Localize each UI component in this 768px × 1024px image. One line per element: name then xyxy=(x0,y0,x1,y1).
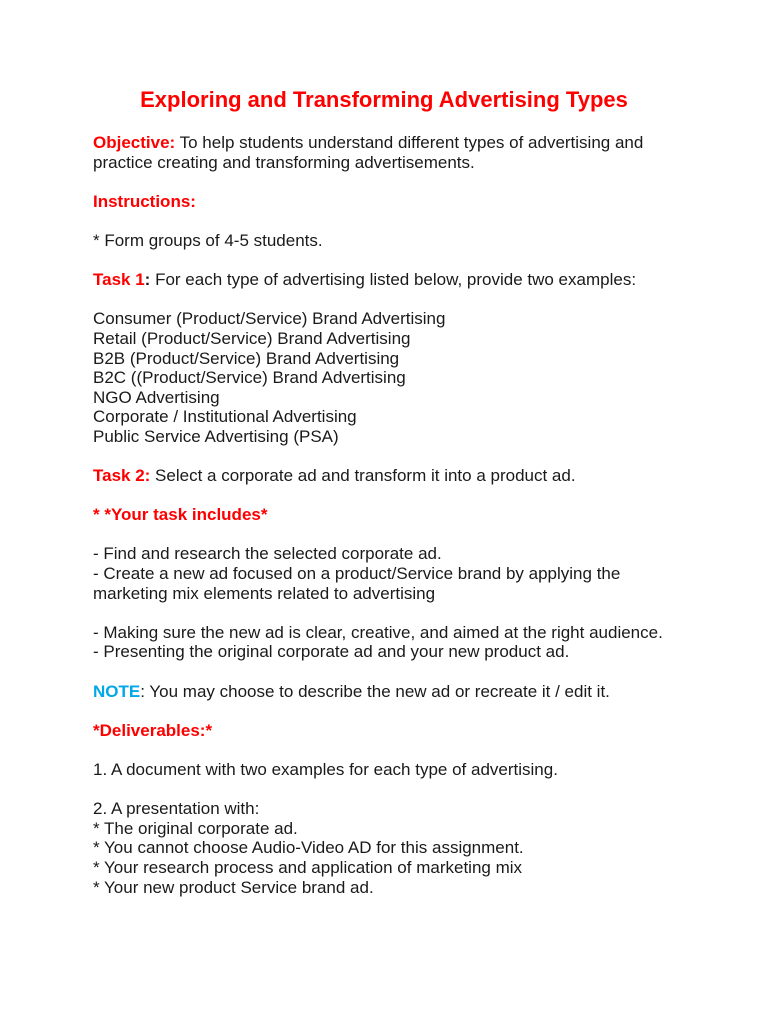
task2-paragraph xyxy=(93,466,693,486)
task-includes-item: - Find and research the selected corporate ad. xyxy=(93,544,442,564)
task-includes-item: - Presenting the original corporate ad and your new product ad. xyxy=(93,642,570,662)
document-title: Exploring and Transforming Advertising Types xyxy=(140,87,628,112)
task-includes-label: * *Your task includes* xyxy=(93,505,268,525)
objective-text: To help students understand different types of advertising and practice creating and transforming advertisements. xyxy=(93,133,644,172)
instructions-label: Instructions: xyxy=(93,191,196,211)
deliverables-item-2 xyxy=(93,799,693,897)
task1-paragraph xyxy=(93,270,693,290)
instructions-heading xyxy=(93,192,693,212)
advertising-type-item: Corporate / Institutional Advertising xyxy=(93,407,357,427)
instructions-item: * Form groups of 4-5 students. xyxy=(93,230,323,250)
deliverables-line: * Your research process and application of marketing mix xyxy=(93,857,523,877)
task1-text: For each type of advertising listed below, provide two examples: xyxy=(150,270,637,290)
advertising-type-item: B2B (Product/Service) Brand Advertising xyxy=(93,348,400,368)
deliverables-line: * Your new product Service brand ad. xyxy=(93,877,374,897)
deliverables-line: * The original corporate ad. xyxy=(93,818,298,838)
task2-label: Task 2: xyxy=(93,466,151,486)
advertising-type-item: Retail (Product/Service) Brand Advertising xyxy=(93,328,411,348)
advertising-type-item: B2C ((Product/Service) Brand Advertising xyxy=(93,368,406,388)
deliverables-line: 2. A presentation with: xyxy=(93,799,260,819)
task-includes-list-a xyxy=(93,544,693,603)
deliverables-label: *Deliverables:* xyxy=(93,720,213,740)
document-page xyxy=(93,86,693,917)
objective-label: Objective: xyxy=(93,133,176,152)
task1-label: Task 1 xyxy=(93,270,145,290)
task-includes-item: - Making sure the new ad is clear, creative, and aimed at the right audience. xyxy=(93,622,663,642)
task-includes-heading xyxy=(93,505,693,525)
note-label: NOTE xyxy=(93,681,141,701)
note-text: : You may choose to describe the new ad or recreate it / edit it. xyxy=(140,681,610,701)
objective-paragraph xyxy=(93,133,693,172)
note-paragraph xyxy=(93,682,693,702)
advertising-type-item: Public Service Advertising (PSA) xyxy=(93,426,339,446)
deliverables-heading xyxy=(93,721,693,741)
task1-colon: : xyxy=(144,270,151,290)
advertising-type-item: Consumer (Product/Service) Brand Advertising xyxy=(93,309,446,329)
task-includes-item: - Create a new ad focused on a product/Service brand by applying the marketing mix elements related to advertising xyxy=(93,564,621,603)
task-includes-list-b xyxy=(93,623,693,662)
advertising-type-item: NGO Advertising xyxy=(93,387,220,407)
task2-text: Select a corporate ad and transform it into a product ad. xyxy=(150,466,576,486)
advertising-types-list xyxy=(93,309,693,446)
deliverables-item-1: 1. A document with two examples for each type of advertising. xyxy=(93,760,558,779)
deliverables-line: * You cannot choose Audio-Video AD for this assignment. xyxy=(93,838,524,858)
